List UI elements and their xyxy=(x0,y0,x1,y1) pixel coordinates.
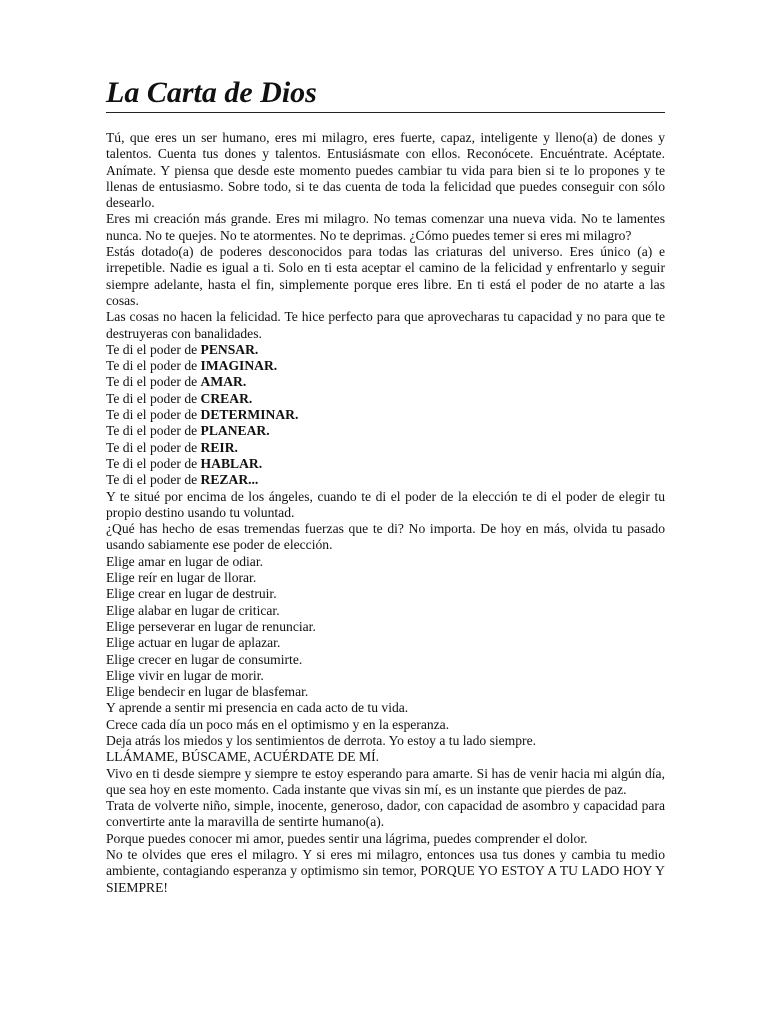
power-word: PENSAR. xyxy=(200,341,259,357)
power-line xyxy=(106,391,665,407)
power-line xyxy=(106,456,665,472)
power-line xyxy=(106,407,665,423)
power-prefix: Te di el poder de xyxy=(106,341,201,357)
paragraph: Trata de volverte niño, simple, inocente, generoso, dador, con capacidad de asombro y capacidad para convertirte ante la maravilla de sentirte humano(a). xyxy=(106,798,665,830)
choice-line: Elige crecer en lugar de consumirte. xyxy=(106,651,303,667)
paragraph: Vivo en ti desde siempre y siempre te estoy esperando para amarte. Si has de venir hacia mi algún día, que sea hoy en este momento. Cada instante que vivas sin mí, es un instante que pierdes de paz. xyxy=(106,765,665,797)
power-prefix: Te di el poder de xyxy=(106,423,201,439)
paragraph: Tú, que eres un ser humano, eres mi milagro, eres fuerte, capaz, inteligente y lleno(a) de dones y talentos. Cuenta tus dones y talentos. Entusiásmate con ellos. Reconócete. Encuéntrate. Acéptate. Anímate. Y piensa que desde este momento puedes cambiar tu vida para bien si te lo propones y te llenas de entusiasmo. Sobre todo, si te das cuenta de toda la felicidad que puedes conseguir con sólo desearlo. xyxy=(106,130,665,211)
power-word: REIR. xyxy=(200,439,238,455)
power-line xyxy=(106,358,665,374)
choice-line: Elige actuar en lugar de aplazar. xyxy=(106,635,281,651)
document-body xyxy=(106,130,665,896)
paragraph: Crece cada día un poco más en el optimismo y en la esperanza. xyxy=(106,716,450,732)
paragraph: Y te situé por encima de los ángeles, cuando te di el poder de la elección te di el poder de elegir tu propio destino usando tu voluntad. xyxy=(106,488,665,520)
choice-line: Elige bendecir en lugar de blasfemar. xyxy=(106,684,309,700)
choice-line: Elige alabar en lugar de criticar. xyxy=(106,602,280,618)
power-line xyxy=(106,374,665,390)
choice-line: Elige vivir en lugar de morir. xyxy=(106,667,264,683)
document-title: La Carta de Dios xyxy=(106,76,665,113)
power-prefix: Te di el poder de xyxy=(106,390,201,406)
power-prefix: Te di el poder de xyxy=(106,407,201,423)
power-line xyxy=(106,423,665,439)
paragraph: Las cosas no hacen la felicidad. Te hice perfecto para que aprovecharas tu capacidad y no para que te destruyeras con banalidades. xyxy=(106,309,665,341)
power-word: DETERMINAR. xyxy=(200,407,299,423)
choice-line: Elige amar en lugar de odiar. xyxy=(106,553,264,569)
choice-line: Elige reír en lugar de llorar. xyxy=(106,570,257,586)
paragraph: Estás dotado(a) de poderes desconocidos para todas las criaturas del universo. Eres único (a) e irrepetible. Nadie es igual a ti. Solo en ti esta aceptar el camino de la felicidad y enfrentarlo y seguir siempre adelante, hasta el fin, simplemente porque eres libre. En ti está el poder de no atarte a las cosas. xyxy=(106,244,665,308)
paragraph: Eres mi creación más grande. Eres mi milagro. No temas comenzar una nueva vida. No te lamentes nunca. No te quejes. No te atormentes. No te deprimas. ¿Cómo puedes temer si eres mi milagro? xyxy=(106,211,665,243)
power-line xyxy=(106,342,665,358)
power-word: REZAR... xyxy=(200,472,259,488)
paragraph: Porque puedes conocer mi amor, puedes sentir una lágrima, puedes comprender el dolor. xyxy=(106,830,588,846)
document-page xyxy=(106,76,665,896)
power-line xyxy=(106,440,665,456)
power-prefix: Te di el poder de xyxy=(106,472,201,488)
paragraph: LLÁMAME, BÚSCAME, ACUÉRDATE DE MÍ. xyxy=(106,749,380,765)
power-prefix: Te di el poder de xyxy=(106,358,201,374)
power-prefix: Te di el poder de xyxy=(106,374,201,390)
paragraph: ¿Qué has hecho de esas tremendas fuerzas que te di? No importa. De hoy en más, olvida tu pasado usando sabiamente ese poder de elección. xyxy=(106,521,665,553)
power-word: IMAGINAR. xyxy=(200,358,278,374)
power-prefix: Te di el poder de xyxy=(106,455,201,471)
choice-line: Elige perseverar en lugar de renunciar. xyxy=(106,618,316,634)
power-word: CREAR. xyxy=(200,390,253,406)
power-prefix: Te di el poder de xyxy=(106,439,201,455)
choice-line: Elige crear en lugar de destruir. xyxy=(106,586,277,602)
power-word: HABLAR. xyxy=(200,455,263,471)
paragraph: Deja atrás los miedos y los sentimientos de derrota. Yo estoy a tu lado siempre. xyxy=(106,732,537,748)
paragraph: Y aprende a sentir mi presencia en cada acto de tu vida. xyxy=(106,700,409,716)
power-word: AMAR. xyxy=(200,374,247,390)
power-word: PLANEAR. xyxy=(200,423,270,439)
power-line xyxy=(106,472,665,488)
paragraph: No te olvides que eres el milagro. Y si eres mi milagro, entonces usa tus dones y cambia tu medio ambiente, contagiando esperanza y optimismo sin temor, PORQUE YO ESTOY A TU LADO HOY Y SIEMPRE! xyxy=(106,847,665,895)
